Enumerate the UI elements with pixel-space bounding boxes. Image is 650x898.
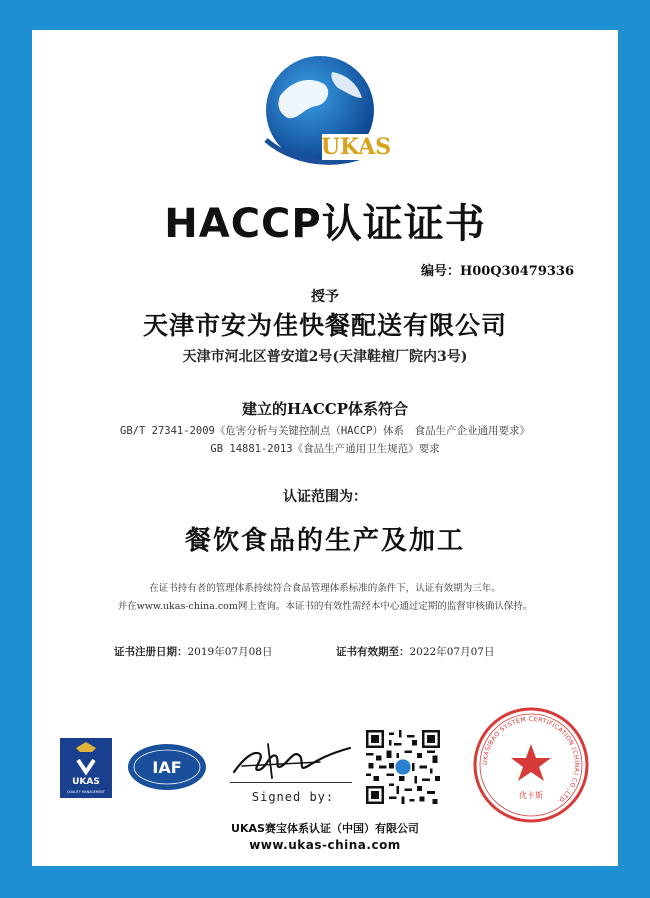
standard-line: GB/T 27341-2009《危害分析与关键控制点（HACCP）体系 食品生产企业通用要求》: [120, 425, 530, 437]
register-date-label: 证书注册日期：: [114, 646, 188, 658]
signed-by-label: Signed by:: [251, 790, 335, 804]
scope-label: 认证范围为：: [283, 489, 367, 505]
seal-ring-text: UKASIBAO SYSTEM CERTIFICATION (CHINA) CO.,LTD.: [481, 715, 581, 805]
signature: [228, 736, 356, 782]
iaf-badge: [126, 742, 208, 792]
expiry-date: [336, 644, 494, 659]
seal-center-text: 优卡斯: [519, 791, 543, 800]
issuer-website: www.ukas-china.com: [249, 838, 401, 852]
register-date-value: 2019年07月08日: [187, 646, 273, 658]
ukas-badge-text: UKAS: [72, 777, 100, 787]
expiry-date-value: 2022年07月07日: [409, 646, 495, 658]
notice-line: 在证书持有者的管理体系持续符合食品管理体系标准的条件下，认证有效期为三年。: [149, 583, 501, 594]
system-statement: 建立的HACCP体系符合: [242, 400, 408, 418]
signature-line: [230, 782, 352, 783]
certification-scope: 餐饮食品的生产及加工: [184, 526, 465, 556]
certificate-paper: [32, 30, 618, 866]
company-name: 天津市安为佳快餐配送有限公司: [142, 311, 507, 340]
certificate-number: 编号：H00Q30479336: [420, 264, 574, 279]
standard-line: GB 14881-2013《食品生产通用卫生规范》要求: [210, 443, 440, 455]
ukas-globe-logo: [258, 48, 394, 178]
qr-code: [366, 730, 440, 804]
company-seal: [472, 706, 590, 824]
notice-line: 并在www.ukas-china.com网上查询。本证书的有效性需经本中心通过定期的监督审核确认保持。: [117, 601, 533, 612]
issuer-name: UKAS赛宝体系认证（中国）有限公司: [231, 822, 419, 835]
certificate-title: HACCP认证证书: [164, 201, 486, 247]
company-address: 天津市河北区普安道2号(天津鞋楦厂院内3号): [182, 349, 468, 365]
register-date: [114, 644, 272, 659]
ukas-badge-subtext: QUALITY MANAGEMENT: [67, 790, 105, 794]
ukas-quality-badge: [60, 738, 112, 798]
iaf-badge-text: IAF: [152, 758, 182, 777]
ukas-logo-text: UKAS: [320, 134, 392, 160]
grant-label: 授予: [311, 289, 339, 305]
expiry-date-label: 证书有效期至：: [336, 646, 410, 658]
